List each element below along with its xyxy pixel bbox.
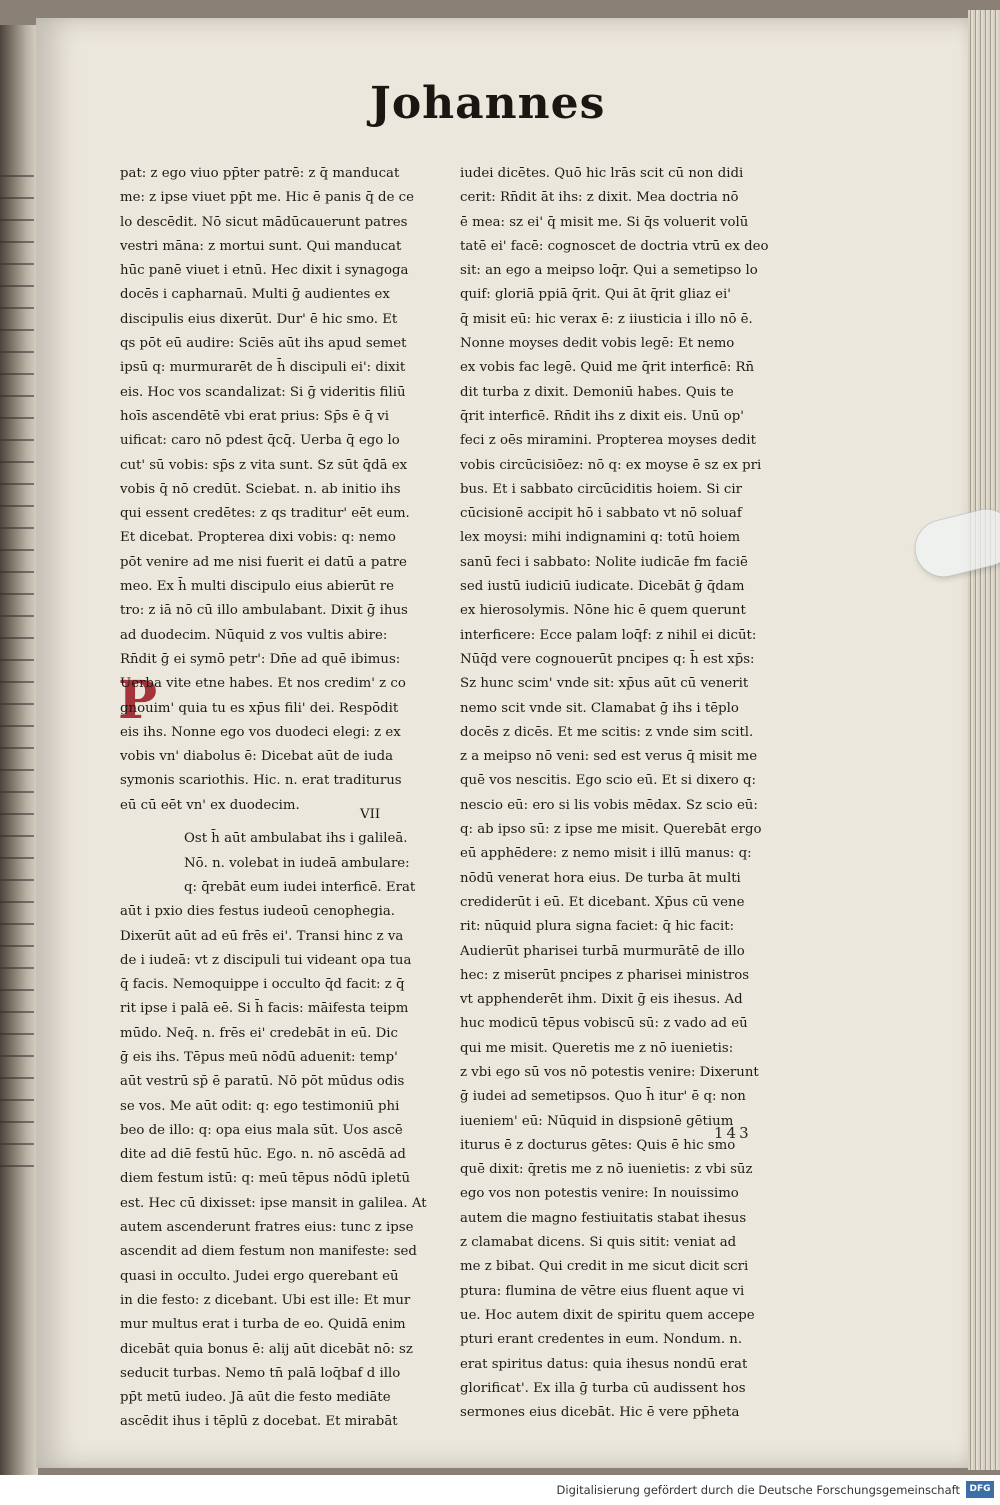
text-line: qs pōt eū audire: Sciēs aūt ihs apud semet bbox=[120, 336, 407, 352]
text-line: ē mea: sz ei' q̄ misit me. Si q̄s voluerit volū bbox=[460, 214, 749, 230]
text-line: eū cū eēt vn' ex duodecim. bbox=[120, 797, 300, 813]
text-line: sit: an ego a meipso loq̄r. Qui a semetipso lo bbox=[460, 263, 758, 279]
text-line: eū apphēdere: z nemo misit i illū manus: q: bbox=[460, 846, 752, 862]
text-line: dicebāt quia bonus ē: alij aūt dicebāt nō: sz bbox=[120, 1341, 413, 1357]
text-line: tro: z iā nō cū illo ambulabant. Dixit ḡ ihus bbox=[120, 603, 408, 619]
text-line: gnouim' quia tu es xp̄us fili' dei. Respōdit bbox=[120, 700, 399, 716]
chapter-number: VII bbox=[360, 807, 381, 823]
text-line: pōt venire ad me nisi fuerit ei datū a patre bbox=[120, 554, 407, 570]
text-line: vobis circūcisiōez: nō q: ex moyse ē sz ex pri bbox=[460, 457, 762, 473]
text-line: pturi erant credentes in eum. Nondum. n. bbox=[460, 1332, 743, 1348]
text-line: hoīs ascendētē vbi erat prius: Sp̄s ē q̄ vi bbox=[120, 408, 390, 424]
text-line: quē dixit: q̄retis me z nō iuenietis: z vbi sūz bbox=[460, 1162, 753, 1178]
text-line: rit ipse i palā eē. Si h̄ facis: māifesta teipm bbox=[120, 1001, 409, 1017]
text-line: ascendit ad diem festum non manifeste: sed bbox=[120, 1244, 417, 1260]
text-line: hec: z miserūt pncipes z pharisei ministros bbox=[460, 967, 750, 983]
folio-number: 143 bbox=[714, 1124, 752, 1142]
text-line: diem festum istū: q: meū tēpus nōdū ipletū bbox=[120, 1171, 411, 1187]
text-line: feci z oēs miramini. Propterea moyses dedit bbox=[460, 433, 756, 449]
text-line: discipulis eius dixerūt. Dur' ē hic smo. Et bbox=[120, 311, 398, 327]
text-line: tatē ei' facē: cognoscet de doctria vtrū ex deo bbox=[460, 238, 769, 254]
text-line: glorificat'. Ex illa ḡ turba cū audissent hos bbox=[460, 1380, 746, 1396]
text-line: Dixerūt aūt ad eū frēs ei'. Transi hinc z va bbox=[120, 928, 404, 944]
left-column bbox=[120, 162, 460, 1435]
footer-credit: Digitalisierung gefördert durch die Deutsche Forschungsgemeinschaft bbox=[556, 1483, 960, 1497]
text-line: aūt i pxio dies festus iudeoū cenophegia. bbox=[120, 904, 396, 920]
right-column bbox=[460, 162, 805, 1425]
left-page-edge bbox=[0, 25, 38, 1475]
text-line: autem die magno festiuitatis stabat ihesus bbox=[460, 1210, 747, 1226]
text-line: iueniem' eū: Nūquid in dispsionē gētium bbox=[460, 1113, 734, 1129]
text-line: ex vobis fac legē. Quid me q̄rit interficē: Rn̄ bbox=[460, 360, 755, 376]
text-line: mur multus erat i turba de eo. Quidā enim bbox=[120, 1317, 406, 1333]
dfg-logo: DFG bbox=[966, 1481, 994, 1498]
text-line: q: ab ipso sū: z ipse me misit. Querebāt ergo bbox=[460, 822, 762, 838]
text-line: me z bibat. Qui credit in me sicut dicit scri bbox=[460, 1259, 749, 1275]
text-line: sed iustū iudiciū iudicate. Dicebāt ḡ q̄dam bbox=[460, 579, 745, 595]
text-line: ue. Hoc autem dixit de spiritu quem accepe bbox=[460, 1307, 755, 1323]
text-line: beo de illo: q: opa eius mala sūt. Uos ascē bbox=[120, 1122, 403, 1138]
text-line: lo descēdit. Nō sicut mādūcauerunt patres bbox=[120, 214, 408, 230]
text-line: q̄ facis. Nemoquippe i occulto q̄d facit: z q̄ bbox=[120, 977, 405, 993]
text-line: cut' sū vobis: sp̄s z vita sunt. Sz sūt q̄dā ex bbox=[120, 457, 408, 473]
running-head: Johannes bbox=[370, 78, 606, 129]
text-line: Et dicebat. Propterea dixi vobis: q: nemo bbox=[120, 530, 396, 546]
text-line: pat: z ego viuo pp̄ter patrē: z q̄ manducat bbox=[120, 166, 400, 181]
text-line: nōdū venerat hora eius. De turba āt multi bbox=[460, 870, 741, 886]
text-line: rit: nūquid plura signa faciet: q̄ hic facit: bbox=[460, 919, 735, 935]
text-line: mūdo. Neq̄. n. frēs ei' credebāt in eū. Dic bbox=[120, 1025, 398, 1041]
text-line: Nonne moyses dedit vobis legē: Et nemo bbox=[460, 336, 735, 352]
text-line: Uerba vite etne habes. Et nos credim' z co bbox=[120, 676, 406, 692]
text-line: pp̄t metū iudeo. Jā aūt die festo mediāte bbox=[120, 1390, 391, 1406]
text-line: vt apphenderēt ihm. Dixit ḡ eis ihesus. Ad bbox=[460, 992, 743, 1008]
text-line: docēs i capharnaū. Multi ḡ audientes ex bbox=[120, 287, 390, 303]
text-line: Nō. n. volebat in iudeā ambulare: bbox=[184, 855, 410, 871]
text-line: hūc panē viuet i etnū. Hec dixit i synagoga bbox=[120, 263, 409, 279]
text-line: aūt vestrū sp̄ ē paratū. Nō pōt mūdus odis bbox=[120, 1074, 405, 1090]
footer-bar bbox=[0, 1475, 1000, 1505]
text-line: Ost h̄ aūt ambulabat ihs i galileā. bbox=[184, 831, 408, 847]
text-line: seducit turbas. Nemo tn̄ palā loq̄baf d illo bbox=[120, 1365, 401, 1381]
text-line: cerit: Rn̄dit āt ihs: z dixit. Mea doctria nō bbox=[460, 190, 739, 206]
text-line: qui essent credētes: z qs traditur' eēt eum. bbox=[120, 506, 410, 522]
text-line: se vos. Me aūt odit: q: ego testimoniū phi bbox=[120, 1098, 400, 1114]
text-line: interficere: Ecce palam loq̄f: z nihil ei dicūt: bbox=[460, 627, 757, 643]
text-line: vestri māna: z mortui sunt. Qui manducat bbox=[120, 238, 402, 254]
text-line: sanū feci i sabbato: Nolite iudicāe fm faciē bbox=[460, 554, 748, 570]
text-line: Nūq̄d vere cognouerūt pncipes q: h̄ est xp̄s: bbox=[460, 651, 755, 667]
text-line: quif: gloriā ppiā q̄rit. Qui āt q̄rit gliaz ei' bbox=[460, 287, 731, 303]
text-line: de i iudeā: vt z discipuli tui videant opa tua bbox=[120, 952, 412, 968]
text-line: ḡ iudei ad semetipsos. Quo h̄ itur' ē q: non bbox=[460, 1089, 746, 1105]
text-line: nemo scit vnde sit. Clamabat ḡ ihs i tēplo bbox=[460, 700, 739, 716]
text-line: dit turba z dixit. Demoniū habes. Quis te bbox=[460, 384, 734, 400]
left-page-text-fragment bbox=[0, 175, 34, 1175]
text-line: est. Hec cū dixisset: ipse mansit in galilea. At bbox=[120, 1195, 427, 1211]
text-line: ad duodecim. Nūquid z vos vultis abire: bbox=[120, 627, 388, 643]
text-line: q: q̄rebāt eum iudei interficē. Erat bbox=[184, 879, 416, 895]
text-line: crediderūt i eū. Et dicebant. Xp̄us cū vene bbox=[460, 894, 745, 910]
text-line: Sz hunc scim' vnde sit: xp̄us aūt cū venerit bbox=[460, 676, 749, 692]
text-line: me: z ipse viuet pp̄t me. Hic ē panis q̄ de ce bbox=[120, 190, 414, 206]
text-line: ḡ eis ihs. Tēpus meū nōdū aduenit: temp' bbox=[120, 1049, 398, 1065]
text-line: qui me misit. Queretis me z nō iuenietis: bbox=[460, 1040, 734, 1056]
text-line: huc modicū tēpus vobiscū sū: z vado ad eū bbox=[460, 1016, 748, 1032]
text-line: Rn̄dit ḡ ei symō petr': Dn̄e ad quē ibimus: bbox=[120, 651, 401, 667]
text-line: q̄rit interficē. Rn̄dit ihs z dixit eis. Unū op' bbox=[460, 408, 744, 424]
text-line: q̄ misit eū: hic verax ē: z iiusticia i illo nō ē. bbox=[460, 311, 753, 327]
text-line: lex moysi: mihi indignamini q: totū hoiem bbox=[460, 530, 741, 546]
text-line: vobis vn' diabolus ē: Dicebat aūt de iuda bbox=[120, 749, 394, 765]
text-line: vobis q̄ nō credūt. Sciebat. n. ab initio ihs bbox=[120, 481, 401, 497]
text-line: docēs z dicēs. Et me scitis: z vnde sim scitl. bbox=[460, 724, 754, 740]
text-line: bus. Et i sabbato circūciditis hoiem. Si cir bbox=[460, 481, 742, 497]
text-line: ascēdit ihus i tēplū z docebat. Et mirabāt bbox=[120, 1414, 398, 1430]
text-line: cūcisionē accipit hō i sabbato vt nō soluaf bbox=[460, 506, 742, 522]
initial-letter: P bbox=[118, 670, 158, 731]
text-line: autem ascenderunt fratres eius: tunc z ipse bbox=[120, 1220, 414, 1236]
text-line: z a meipso nō veni: sed est verus q̄ misit me bbox=[460, 749, 758, 765]
text-line: ex hierosolymis. Nōne hic ē quem querunt bbox=[460, 603, 746, 619]
text-line: Audierūt pharisei turbā murmurātē de illo bbox=[460, 943, 745, 959]
text-line: iturus ē z docturus gētes: Quis ē hic smo bbox=[460, 1137, 736, 1153]
text-line: uificat: caro nō pdest q̄cq̄. Uerba q̄ ego lo bbox=[120, 433, 400, 449]
page-edges bbox=[968, 10, 1000, 1470]
text-line: in die festo: z dicebant. Ubi est ille: Et mur bbox=[120, 1292, 411, 1308]
text-line: eis. Hoc vos scandalizat: Si ḡ videritis filiū bbox=[120, 384, 406, 400]
text-line: eis ihs. Nonne ego vos duodeci elegi: z ex bbox=[120, 724, 401, 740]
text-line: quasi in occulto. Judei ergo querebant eū bbox=[120, 1268, 399, 1284]
text-line: dite ad diē festū hūc. Ego. n. nō ascēdā ad bbox=[120, 1147, 406, 1163]
text-line: sermones eius dicebāt. Hic ē vere pp̄heta bbox=[460, 1405, 740, 1421]
text-line: symonis scariothis. Hic. n. erat traditurus bbox=[120, 773, 402, 789]
text-line: ego vos non potestis venire: In nouissimo bbox=[460, 1186, 739, 1202]
text-line: quē vos nescitis. Ego scio eū. Et si dixero q: bbox=[460, 773, 756, 789]
text-line: z vbi ego sū vos nō potestis venire: Dixerunt bbox=[460, 1064, 759, 1080]
text-line: nescio eū: ero si lis vobis mēdax. Sz scio eū: bbox=[460, 797, 758, 813]
text-line: erat spiritus datus: quia ihesus nondū erat bbox=[460, 1356, 748, 1372]
text-line: meo. Ex h̄ multi discipulo eius abierūt re bbox=[120, 579, 395, 595]
text-line: iudei dicētes. Quō hic lrās scit cū non didi bbox=[460, 166, 744, 181]
text-line: z clamabat dicens. Si quis sitit: veniat ad bbox=[460, 1235, 737, 1251]
text-line: ptura: flumina de vētre eius fluent aque vi bbox=[460, 1283, 745, 1299]
text-line: ipsū q: murmurarēt de h̄ discipuli ei': dixit bbox=[120, 360, 406, 376]
